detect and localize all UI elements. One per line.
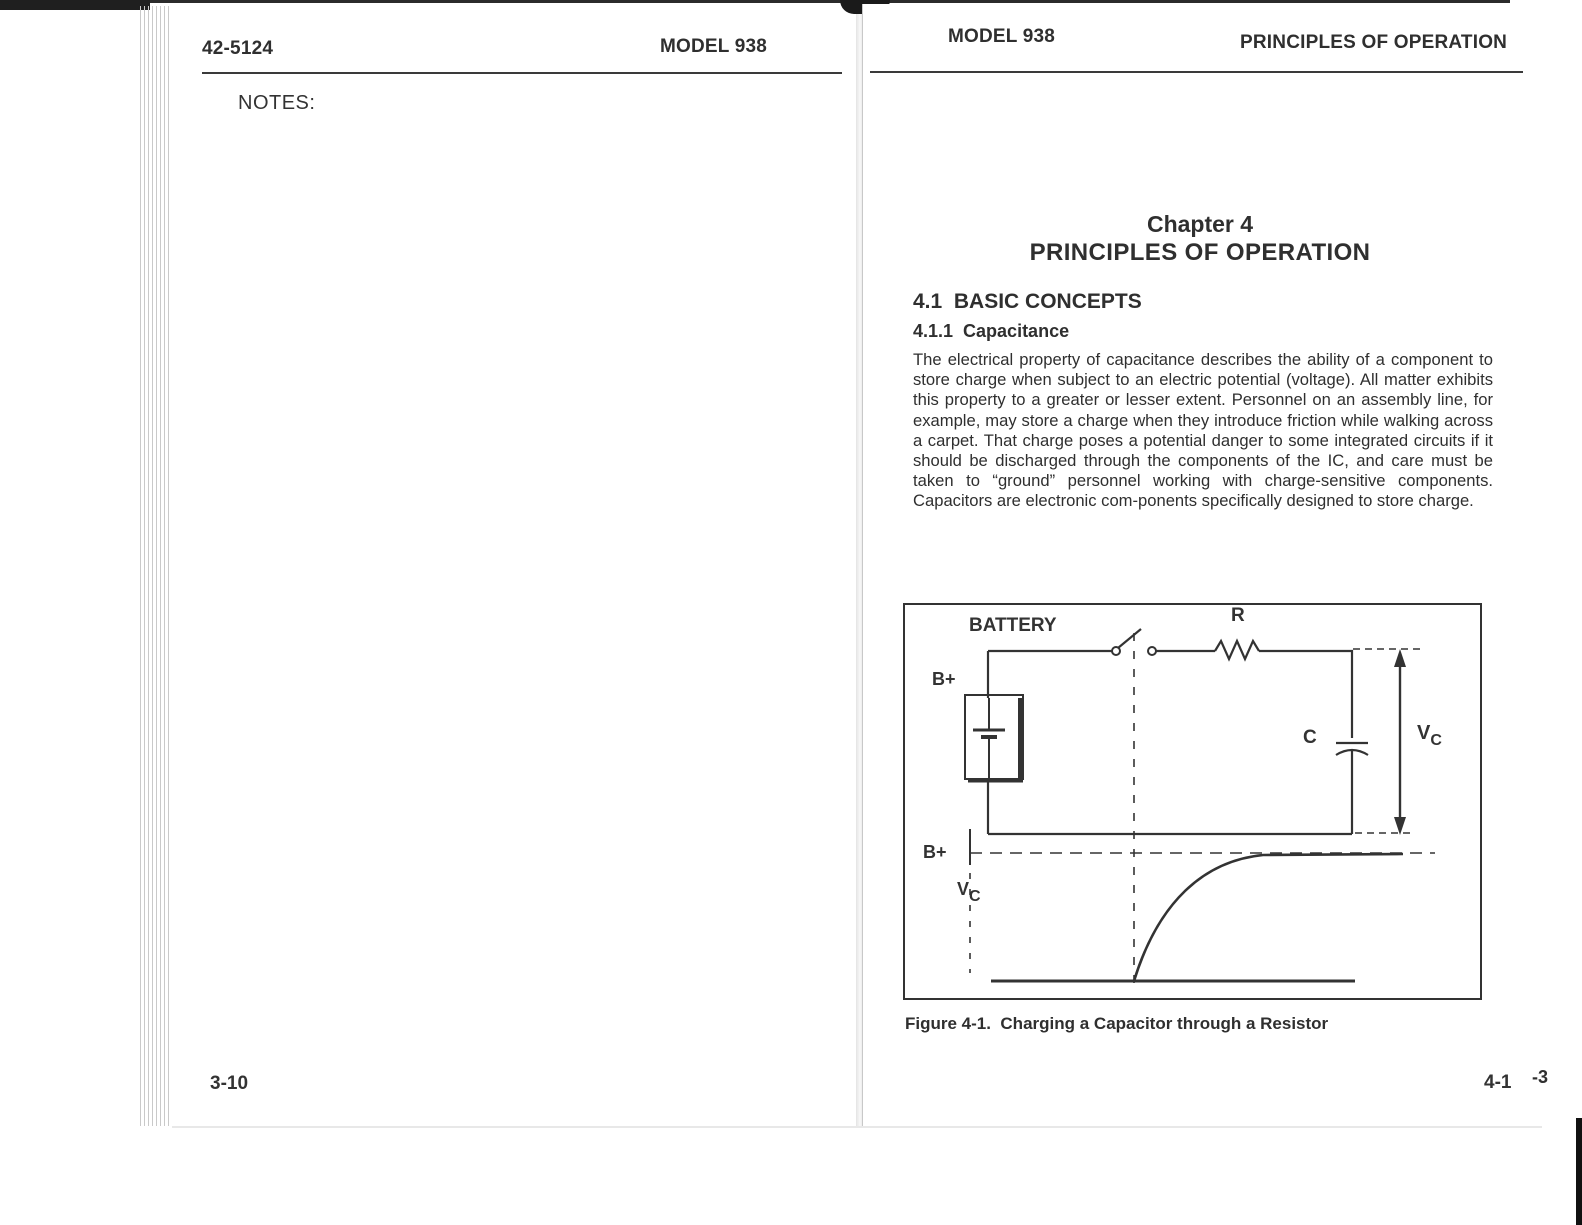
resistor-label: R bbox=[1231, 605, 1245, 626]
chapter-heading bbox=[880, 210, 1520, 268]
right-header-model: MODEL 938 bbox=[948, 26, 1056, 47]
chapter-number: Chapter 4 bbox=[1146, 211, 1254, 237]
left-page-number: 3-10 bbox=[210, 1073, 249, 1094]
left-page bbox=[172, 4, 859, 1126]
book-top-border bbox=[150, 0, 1510, 3]
capacitor-label: C bbox=[1303, 727, 1317, 748]
left-header-model: MODEL 938 bbox=[660, 36, 768, 57]
right-header-rule bbox=[870, 71, 1523, 73]
figure-caption: Figure 4-1. Charging a Capacitor through a Resistor bbox=[905, 1014, 1329, 1033]
right-page-number: 4-1 bbox=[1484, 1072, 1512, 1093]
vc-graph-label: VC bbox=[957, 879, 981, 905]
figure-frame bbox=[904, 604, 1481, 999]
left-header-doc-number: 42-5124 bbox=[202, 38, 274, 59]
battery-symbol bbox=[965, 695, 1023, 781]
b-plus-graph-label: B+ bbox=[923, 842, 947, 862]
switch-terminal-right bbox=[1148, 647, 1156, 655]
section-heading: 4.1 BASIC CONCEPTS bbox=[913, 290, 1142, 313]
chapter-title: PRINCIPLES OF OPERATION bbox=[1029, 239, 1371, 266]
capacitor-charging-diagram bbox=[903, 603, 1483, 1003]
charging-curve bbox=[1134, 854, 1403, 981]
left-header-rule bbox=[202, 72, 842, 74]
page-bottom-edge bbox=[172, 1126, 1542, 1128]
notes-label: NOTES: bbox=[238, 92, 316, 114]
right-header-section: PRINCIPLES OF OPERATION bbox=[1240, 32, 1508, 53]
b-plus-top-label: B+ bbox=[932, 669, 956, 689]
subsection-heading: 4.1.1 Capacitance bbox=[913, 321, 1070, 341]
book-right-edge bbox=[1576, 1118, 1582, 1225]
figure-4-1 bbox=[903, 603, 1483, 1003]
vc-main-label: $V_C$ bbox=[1417, 722, 1442, 749]
next-page-edge-number: -3 bbox=[1532, 1067, 1549, 1087]
book-top-edge bbox=[0, 0, 150, 10]
capacitance-paragraph: The electrical property of capacitance describes the ability of a component to store charge when subject to an electric potential (voltage). All matter exhibits this property to a greater or lesser extent. Personnel on an assembly line, for example, may store a charge when they introduce friction while walking across a carpet. That charge poses a potential danger to some integrated circuits if it should be discharged through the components of the IC, and care must be taken to “ground” personnel working with charge-sensitive components. Capacitors are electronic com-ponents specifically designed to store charge. bbox=[913, 350, 1493, 511]
switch-terminal-left bbox=[1112, 647, 1120, 655]
voltage-graph bbox=[970, 829, 1435, 981]
battery-label: BATTERY bbox=[969, 615, 1057, 636]
